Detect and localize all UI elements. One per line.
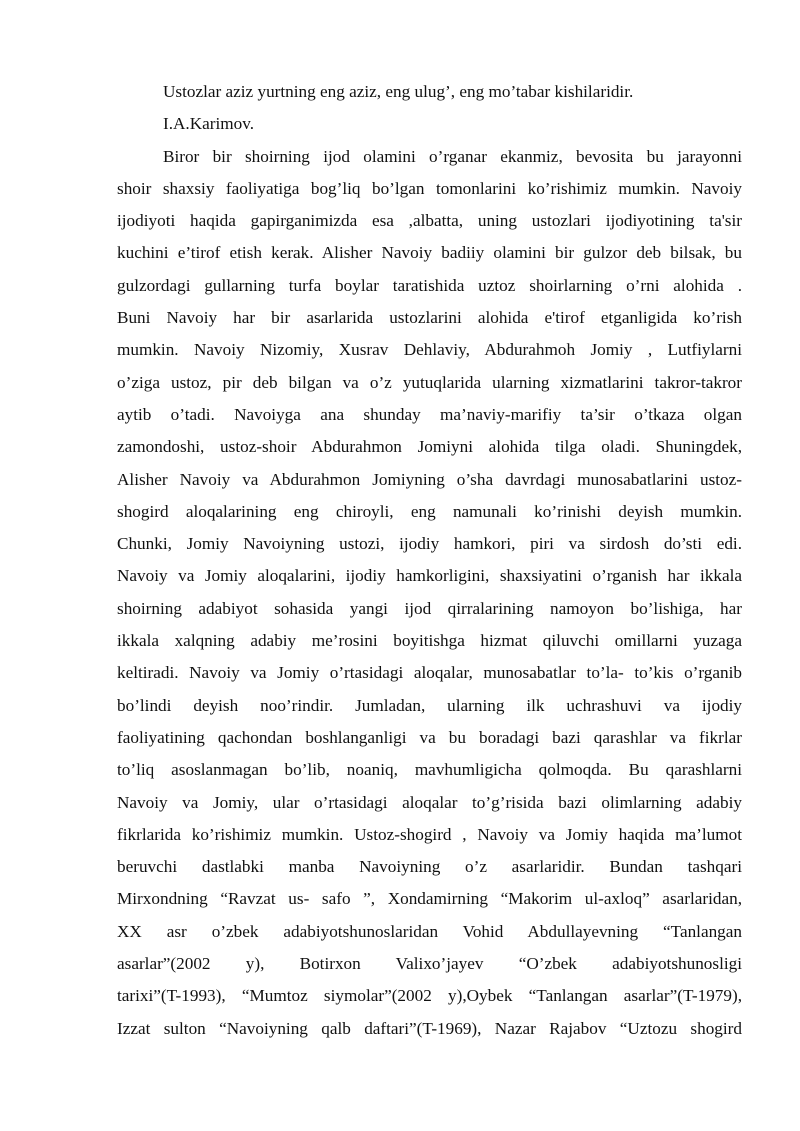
paragraph-line: tarixi”(T-1993), “Mumtoz siymolar”(2002 y),Oybek “Tanlangan asarlar”(T-1979), [117, 986, 742, 1006]
paragraph-line: shogird aloqalarining eng chiroyli, eng namunali ko’rinishi deyish mumkin. [117, 501, 742, 521]
paragraph-line: mumkin. Navoiy Nizomiy, Xusrav Dehlaviy, Abdurahmoh Jomiy , Lutfiylarni [117, 340, 742, 360]
paragraph-line: fikrlarida ko’rishimiz mumkin. Ustoz-shogird , Navoiy va Jomiy haqida ma’lumot [117, 824, 742, 844]
paragraph-line: ikkala xalqning adabiy me’rosini boyitishga hizmat qiluvchi omillarni yuzaga [117, 631, 742, 651]
paragraph-line: asarlar”(2002 y), Botirxon Valixo’jayev “O’zbek adabiyotshunosligi [117, 954, 742, 974]
paragraph-line: o’ziga ustoz, pir deb bilgan va o’z yutuqlarida ularning xizmatlarini takror-takror [117, 372, 742, 392]
paragraph-line: Alisher Navoiy va Abdurahmon Jomiyning o’sha davrdagi munosabatlarini ustoz- [117, 469, 742, 489]
paragraph-line: kuchini e’tirof etish kerak. Alisher Navoiy badiiy olamini bir gulzor deb bilsak, bu [117, 243, 742, 263]
main-paragraph [117, 141, 742, 1045]
paragraph-line: zamondoshi, ustoz-shoir Abdurahmon Jomiyni alohida tilga oladi. Shuningdek, [117, 437, 742, 457]
paragraph-line: Izzat sulton “Navoiyning qalb daftari”(T-1969), Nazar Rajabov “Uztozu shogird [117, 1018, 742, 1038]
epigraph-quote: Ustozlar aziz yurtning eng aziz, eng ulug’, eng mo’tabar kishilaridir. [163, 82, 634, 101]
paragraph-line: aytib o’tadi. Navoiyga ana shunday ma’naviy-marifiy ta’sir o’tkaza olgan [117, 404, 742, 424]
paragraph-line: faoliyatining qachondan boshlanganligi va bu boradagi bazi qarashlar va fikrlar [117, 727, 742, 747]
paragraph-line: ijodiyoti haqida gapirganimizda esa ,albatta, uning ustozlari ijodiyotining ta'sir [117, 211, 742, 231]
paragraph-line: Biror bir shoirning ijod olamini o’rganar ekanmiz, bevosita bu jarayonni [163, 146, 742, 166]
epigraph-author: I.A.Karimov. [163, 114, 255, 134]
paragraph-line: Chunki, Jomiy Navoiyning ustozi, ijodiy hamkori, piri va sirdosh do’sti edi. [117, 534, 742, 554]
paragraph-line: to’liq asoslanmagan bo’lib, noaniq, mavhumligicha qolmoqda. Bu qarashlarni [117, 760, 742, 780]
paragraph-line: Navoiy va Jomiy aloqalarini, ijodiy hamkorligini, shaxsiyatini o’rganish har ikkala [117, 566, 742, 586]
paragraph-line: Navoiy va Jomiy, ular o’rtasidagi aloqalar to’g’risida bazi olimlarning adabiy [117, 792, 742, 812]
paragraph-line: XX asr o’zbek adabiyotshunoslaridan Vohid Abdullayevning “Tanlangan [117, 921, 742, 941]
paragraph-line: keltiradi. Navoiy va Jomiy o’rtasidagi aloqalar, munosabatlar to’la- to’kis o’rganib [117, 663, 742, 683]
paragraph-line: shoirning adabiyot sohasida yangi ijod qirralarining namoyon bo’lishiga, har [117, 598, 742, 618]
paragraph-line: beruvchi dastlabki manba Navoiyning o’z asarlaridir. Bundan tashqari [117, 857, 742, 877]
paragraph-line: Buni Navoiy har bir asarlarida ustozlarini alohida e'tirof etganligida ko’rish [117, 308, 742, 328]
paragraph-line: bo’lindi deyish noo’rindir. Jumladan, ularning ilk uchrashuvi va ijodiy [117, 695, 742, 715]
paragraph-line: gulzordagi gullarning turfa boylar taratishida uztoz shoirlarning o’rni alohida . [117, 275, 742, 295]
paragraph-line: shoir shaxsiy faoliyatiga bog’liq bo’lgan tomonlarini ko’rishimiz mumkin. Navoiy [117, 178, 742, 198]
document-body [117, 76, 742, 1045]
paragraph-line: Mirxondning “Ravzat us- safo ”, Xondamirning “Makorim ul-axloq” asarlaridan, [117, 889, 742, 909]
